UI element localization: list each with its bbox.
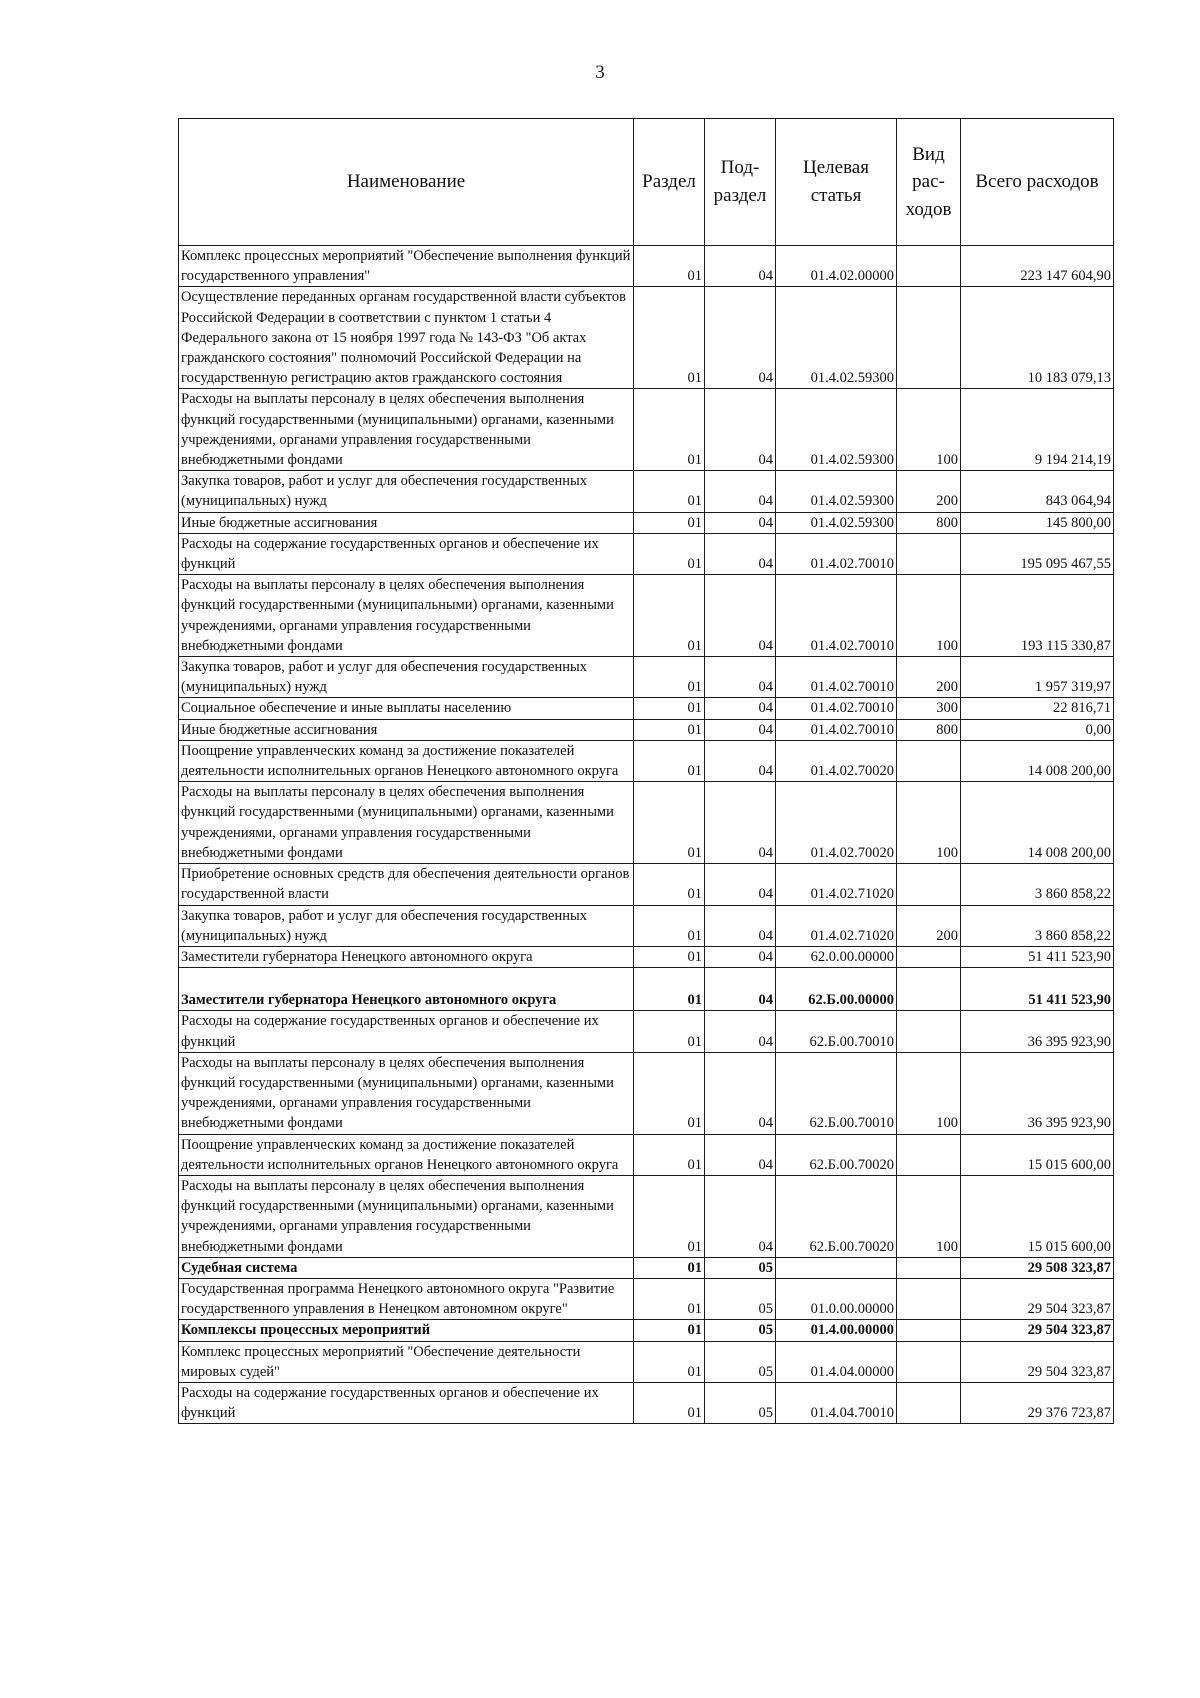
cell-statya: 01.4.02.70020	[776, 782, 897, 864]
cell-vid: 300	[897, 698, 961, 719]
cell-total: 9 194 214,19	[961, 389, 1114, 471]
cell-razdel: 01	[634, 905, 705, 946]
cell-statya: 01.4.02.70010	[776, 698, 897, 719]
cell-total: 51 411 523,90	[961, 946, 1114, 967]
cell-name: Заместители губернатора Ненецкого автономного округа	[179, 968, 634, 1011]
cell-total: 0,00	[961, 719, 1114, 740]
cell-podrazdel: 04	[705, 864, 776, 905]
cell-razdel: 01	[634, 719, 705, 740]
cell-vid	[897, 1257, 961, 1278]
cell-name: Расходы на выплаты персоналу в целях обеспечения выполнения функций государственными (муниципальными) органами, казенными учреждениями, органами управления государственными внебюджетными фондами	[179, 575, 634, 657]
cell-name: Комплекс процессных мероприятий "Обеспечение выполнения функций государственного управления"	[179, 246, 634, 287]
table-row	[179, 782, 1114, 864]
cell-razdel: 01	[634, 287, 705, 389]
cell-vid: 800	[897, 512, 961, 533]
cell-name: Расходы на выплаты персоналу в целях обеспечения выполнения функций государственными (муниципальными) органами, казенными учреждениями, органами управления государственными внебюджетными фондами	[179, 1175, 634, 1257]
cell-razdel: 01	[634, 1134, 705, 1175]
cell-total: 14 008 200,00	[961, 740, 1114, 781]
cell-razdel: 01	[634, 533, 705, 574]
cell-vid: 100	[897, 389, 961, 471]
cell-vid: 200	[897, 905, 961, 946]
cell-total: 22 816,71	[961, 698, 1114, 719]
cell-razdel: 01	[634, 1011, 705, 1052]
cell-vid	[897, 740, 961, 781]
cell-vid	[897, 533, 961, 574]
cell-total: 51 411 523,90	[961, 968, 1114, 1011]
cell-total: 145 800,00	[961, 512, 1114, 533]
cell-razdel: 01	[634, 968, 705, 1011]
table-row	[179, 946, 1114, 967]
cell-total: 1 957 319,97	[961, 657, 1114, 698]
cell-name: Расходы на выплаты персоналу в целях обеспечения выполнения функций государственными (муниципальными) органами, казенными учреждениями, органами управления государственными внебюджетными фондами	[179, 1052, 634, 1134]
cell-podrazdel: 04	[705, 533, 776, 574]
cell-statya: 01.4.02.70010	[776, 533, 897, 574]
cell-vid	[897, 864, 961, 905]
cell-total: 15 015 600,00	[961, 1134, 1114, 1175]
cell-razdel: 01	[634, 782, 705, 864]
cell-podrazdel: 04	[705, 471, 776, 512]
table-row	[179, 657, 1114, 698]
header-podrazdel: Под- раздел	[705, 119, 776, 246]
cell-podrazdel: 04	[705, 719, 776, 740]
table-body	[179, 246, 1114, 1424]
table-row	[179, 698, 1114, 719]
cell-name: Закупка товаров, работ и услуг для обеспечения государственных (муниципальных) нужд	[179, 905, 634, 946]
cell-vid	[897, 1382, 961, 1423]
budget-table	[178, 118, 1114, 1424]
header-total: Всего расходов	[961, 119, 1114, 246]
cell-vid: 100	[897, 782, 961, 864]
cell-podrazdel: 04	[705, 575, 776, 657]
cell-statya: 01.4.02.00000	[776, 246, 897, 287]
cell-vid	[897, 1320, 961, 1341]
cell-vid	[897, 968, 961, 1011]
cell-vid: 200	[897, 657, 961, 698]
cell-name: Социальное обеспечение и иные выплаты населению	[179, 698, 634, 719]
table-row	[179, 1257, 1114, 1278]
cell-name: Судебная система	[179, 1257, 634, 1278]
cell-vid: 100	[897, 575, 961, 657]
cell-statya: 01.4.02.59300	[776, 471, 897, 512]
table-row	[179, 719, 1114, 740]
header-name: Наименование	[179, 119, 634, 246]
cell-podrazdel: 04	[705, 287, 776, 389]
cell-statya: 01.4.04.00000	[776, 1341, 897, 1382]
cell-vid	[897, 1134, 961, 1175]
cell-total: 10 183 079,13	[961, 287, 1114, 389]
cell-statya: 62.0.00.00000	[776, 946, 897, 967]
header-vid: Вид рас- ходов	[897, 119, 961, 246]
table-row	[179, 1341, 1114, 1382]
cell-razdel: 01	[634, 864, 705, 905]
cell-statya: 01.4.02.59300	[776, 287, 897, 389]
table-row	[179, 968, 1114, 1011]
table-row	[179, 905, 1114, 946]
table-row	[179, 740, 1114, 781]
cell-statya: 01.4.04.70010	[776, 1382, 897, 1423]
cell-total: 843 064,94	[961, 471, 1114, 512]
cell-name: Иные бюджетные ассигнования	[179, 512, 634, 533]
cell-podrazdel: 05	[705, 1341, 776, 1382]
cell-statya: 62.Б.00.70020	[776, 1134, 897, 1175]
table-header	[179, 119, 1114, 246]
cell-razdel: 01	[634, 698, 705, 719]
cell-statya: 01.4.02.70020	[776, 740, 897, 781]
table-row	[179, 575, 1114, 657]
cell-razdel: 01	[634, 512, 705, 533]
cell-podrazdel: 05	[705, 1320, 776, 1341]
header-row	[179, 119, 1114, 246]
cell-statya: 01.4.02.59300	[776, 389, 897, 471]
cell-name: Комплекс процессных мероприятий "Обеспечение деятельности мировых судей"	[179, 1341, 634, 1382]
table-row	[179, 246, 1114, 287]
cell-name: Расходы на выплаты персоналу в целях обеспечения выполнения функций государственными (муниципальными) органами, казенными учреждениями, органами управления государственными внебюджетными фондами	[179, 782, 634, 864]
header-statya: Целевая статья	[776, 119, 897, 246]
table-row	[179, 1320, 1114, 1341]
cell-podrazdel: 04	[705, 946, 776, 967]
cell-vid	[897, 946, 961, 967]
cell-name: Иные бюджетные ассигнования	[179, 719, 634, 740]
cell-razdel: 01	[634, 1320, 705, 1341]
cell-podrazdel: 04	[705, 698, 776, 719]
cell-vid	[897, 1278, 961, 1319]
cell-total: 15 015 600,00	[961, 1175, 1114, 1257]
cell-total: 29 504 323,87	[961, 1278, 1114, 1319]
cell-vid: 200	[897, 471, 961, 512]
cell-statya: 01.4.02.71020	[776, 905, 897, 946]
cell-total: 36 395 923,90	[961, 1052, 1114, 1134]
cell-podrazdel: 04	[705, 740, 776, 781]
cell-total: 193 115 330,87	[961, 575, 1114, 657]
cell-razdel: 01	[634, 1382, 705, 1423]
cell-statya: 01.4.02.70010	[776, 657, 897, 698]
table-row	[179, 512, 1114, 533]
cell-podrazdel: 04	[705, 512, 776, 533]
cell-name: Расходы на содержание государственных органов и обеспечение их функций	[179, 1011, 634, 1052]
cell-total: 29 504 323,87	[961, 1341, 1114, 1382]
cell-podrazdel: 05	[705, 1257, 776, 1278]
cell-vid: 100	[897, 1175, 961, 1257]
cell-name: Расходы на выплаты персоналу в целях обеспечения выполнения функций государственными (муниципальными) органами, казенными учреждениями, органами управления государственными внебюджетными фондами	[179, 389, 634, 471]
cell-total: 29 504 323,87	[961, 1320, 1114, 1341]
cell-statya: 01.4.02.59300	[776, 512, 897, 533]
cell-razdel: 01	[634, 389, 705, 471]
table-row	[179, 287, 1114, 389]
cell-total: 29 508 323,87	[961, 1257, 1114, 1278]
cell-podrazdel: 04	[705, 1011, 776, 1052]
cell-podrazdel: 04	[705, 389, 776, 471]
cell-statya: 62.Б.00.00000	[776, 968, 897, 1011]
cell-name: Поощрение управленческих команд за достижение показателей деятельности исполнительных органов Ненецкого автономного округа	[179, 740, 634, 781]
cell-statya: 62.Б.00.70020	[776, 1175, 897, 1257]
cell-vid	[897, 287, 961, 389]
table-row	[179, 533, 1114, 574]
cell-statya: 01.4.02.70010	[776, 719, 897, 740]
cell-total: 36 395 923,90	[961, 1011, 1114, 1052]
cell-podrazdel: 04	[705, 968, 776, 1011]
cell-podrazdel: 04	[705, 782, 776, 864]
cell-name: Расходы на содержание государственных органов и обеспечение их функций	[179, 1382, 634, 1423]
cell-podrazdel: 05	[705, 1382, 776, 1423]
cell-razdel: 01	[634, 1341, 705, 1382]
cell-razdel: 01	[634, 246, 705, 287]
cell-total: 14 008 200,00	[961, 782, 1114, 864]
cell-name: Закупка товаров, работ и услуг для обеспечения государственных (муниципальных) нужд	[179, 471, 634, 512]
cell-razdel: 01	[634, 1052, 705, 1134]
cell-podrazdel: 04	[705, 657, 776, 698]
cell-name: Государственная программа Ненецкого автономного округа "Развитие государственного управления в Ненецком автономном округе"	[179, 1278, 634, 1319]
cell-vid	[897, 1341, 961, 1382]
cell-name: Комплексы процессных мероприятий	[179, 1320, 634, 1341]
cell-total: 3 860 858,22	[961, 864, 1114, 905]
cell-podrazdel: 04	[705, 905, 776, 946]
cell-name: Расходы на содержание государственных органов и обеспечение их функций	[179, 533, 634, 574]
cell-razdel: 01	[634, 740, 705, 781]
cell-razdel: 01	[634, 575, 705, 657]
cell-statya: 01.4.02.70010	[776, 575, 897, 657]
cell-razdel: 01	[634, 657, 705, 698]
table-row	[179, 389, 1114, 471]
table-row	[179, 864, 1114, 905]
cell-razdel: 01	[634, 1278, 705, 1319]
cell-vid: 800	[897, 719, 961, 740]
cell-razdel: 01	[634, 1257, 705, 1278]
header-razdel: Раздел	[634, 119, 705, 246]
cell-total: 195 095 467,55	[961, 533, 1114, 574]
cell-razdel: 01	[634, 471, 705, 512]
cell-podrazdel: 04	[705, 1134, 776, 1175]
cell-vid	[897, 246, 961, 287]
page-number: 3	[595, 62, 605, 83]
cell-statya: 01.4.02.71020	[776, 864, 897, 905]
table-row	[179, 1382, 1114, 1423]
cell-name: Осуществление переданных органам государственной власти субъектов Российской Федерации в соответствии с пунктом 1 статьи 4 Федерального закона от 15 ноября 1997 года № 143-ФЗ "Об актах гражданского состояния" полномочий Российской Федерации на государственную регистрацию актов гражданского состояния	[179, 287, 634, 389]
cell-statya: 01.0.00.00000	[776, 1278, 897, 1319]
table-row	[179, 1278, 1114, 1319]
cell-statya	[776, 1257, 897, 1278]
cell-name: Поощрение управленческих команд за достижение показателей деятельности исполнительных органов Ненецкого автономного округа	[179, 1134, 634, 1175]
cell-podrazdel: 04	[705, 1175, 776, 1257]
cell-total: 223 147 604,90	[961, 246, 1114, 287]
cell-total: 29 376 723,87	[961, 1382, 1114, 1423]
table-row	[179, 1052, 1114, 1134]
cell-name: Заместители губернатора Ненецкого автономного округа	[179, 946, 634, 967]
cell-razdel: 01	[634, 1175, 705, 1257]
cell-total: 3 860 858,22	[961, 905, 1114, 946]
cell-podrazdel: 04	[705, 246, 776, 287]
cell-vid: 100	[897, 1052, 961, 1134]
table-row	[179, 1134, 1114, 1175]
table-row	[179, 1011, 1114, 1052]
cell-name: Закупка товаров, работ и услуг для обеспечения государственных (муниципальных) нужд	[179, 657, 634, 698]
cell-statya: 01.4.00.00000	[776, 1320, 897, 1341]
cell-razdel: 01	[634, 946, 705, 967]
cell-statya: 62.Б.00.70010	[776, 1052, 897, 1134]
cell-podrazdel: 04	[705, 1052, 776, 1134]
cell-vid	[897, 1011, 961, 1052]
cell-name: Приобретение основных средств для обеспечения деятельности органов государственной власти	[179, 864, 634, 905]
table-row	[179, 1175, 1114, 1257]
table-row	[179, 471, 1114, 512]
cell-podrazdel: 05	[705, 1278, 776, 1319]
cell-statya: 62.Б.00.70010	[776, 1011, 897, 1052]
